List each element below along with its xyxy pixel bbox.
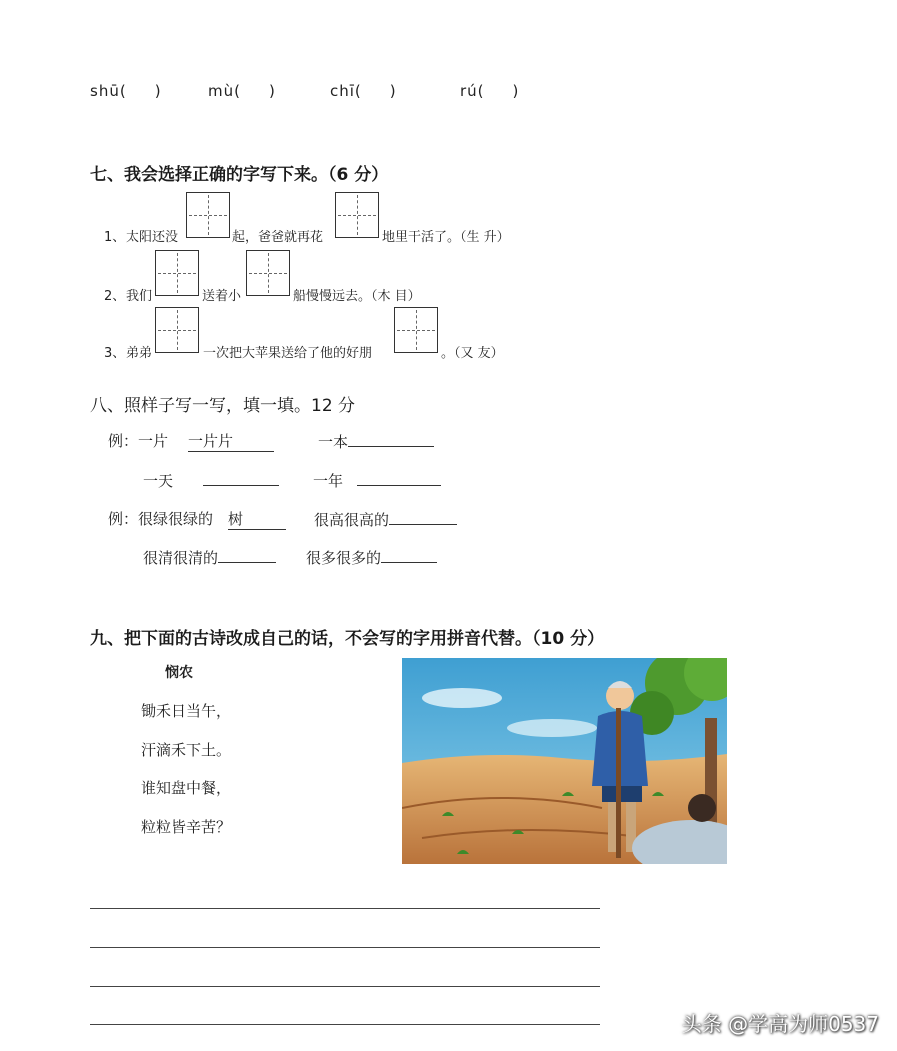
q7-3-text-b: 一次把大苹果送给了他的好朋 (203, 346, 373, 361)
item-yinian-label: 一年 (313, 472, 344, 490)
blank-yitian[interactable] (203, 469, 279, 486)
poem-title: 悯农 (165, 665, 193, 681)
q7-2-number: 2、 (104, 289, 126, 304)
item-yitian-label: 一天 (143, 472, 174, 490)
watermark: 头条 @学高为师0537 (681, 1012, 879, 1036)
q7-1-text-b: 起，爸爸就再花 (232, 230, 324, 245)
answer-line-3[interactable] (90, 986, 600, 987)
example1-answer (188, 430, 274, 452)
q7-3-text-a: 弟弟 (126, 346, 153, 361)
char-box-q2a[interactable] (155, 250, 199, 296)
item-duo-label: 很多很多的 (306, 549, 382, 567)
item-duo (306, 546, 437, 568)
item-gao-label: 很高很高的 (314, 511, 390, 529)
q7-1-text-a: 太阳还没 (126, 230, 179, 245)
item-gao (314, 508, 457, 530)
example2-label: 例：很绿很绿的 (108, 510, 214, 528)
pinyin-ru: rú( ) (460, 82, 520, 100)
q7-3-text-c: 。（又 友） (441, 346, 504, 361)
example1-answer-text: 一片片 (188, 430, 274, 452)
blank-duo[interactable] (381, 546, 437, 563)
pinyin-shu: shū( ) (90, 82, 162, 100)
blank-yiben[interactable] (348, 430, 434, 447)
char-box-q1b[interactable] (335, 192, 379, 238)
example2-answer (228, 508, 286, 530)
char-box-q2b[interactable] (246, 250, 290, 296)
section7-heading: 七、我会选择正确的字写下来。（6 分） (90, 165, 389, 185)
q7-2-text-b: 送着小 (202, 289, 242, 304)
example1-label: 例：一片 (108, 432, 169, 450)
q7-3-number: 3、 (104, 346, 126, 361)
char-box-q3b[interactable] (394, 307, 438, 353)
section8-heading: 八、照样子写一写，填一填。12 分 (90, 396, 356, 416)
answer-line-4[interactable] (90, 1024, 600, 1025)
blank-gao[interactable] (389, 508, 457, 525)
item-yinian (313, 469, 441, 491)
item-yiben (318, 430, 434, 452)
poem-line-3: 谁知盘中餐， (141, 779, 232, 797)
char-box-q3a[interactable] (155, 307, 199, 353)
poem-line-2: 汗滴禾下土。 (141, 741, 232, 759)
item-yiben-label: 一本 (318, 433, 349, 451)
farmer-illustration (402, 658, 727, 864)
section9-heading: 九、把下面的古诗改成自己的话，不会写的字用拼音代替。（10 分） (90, 629, 605, 649)
item-yitian (143, 469, 279, 491)
blank-yinian[interactable] (357, 469, 441, 486)
pinyin-mu: mù( ) (208, 82, 276, 100)
q7-1-text-c: 地里干活了。（生 升） (382, 230, 510, 245)
q7-1-number: 1、 (104, 230, 126, 245)
item-qing-label: 很清很清的 (143, 549, 219, 567)
blank-qing[interactable] (218, 546, 276, 563)
item-qing (143, 546, 276, 568)
answer-line-1[interactable] (90, 908, 600, 909)
poem-line-1: 锄禾日当午， (141, 702, 232, 720)
poem-line-4: 粒粒皆辛苦？ (141, 818, 232, 836)
q7-2-text-c: 船慢慢远去。（木 目） (293, 289, 421, 304)
char-box-q1a[interactable] (186, 192, 230, 238)
q7-2-text-a: 我们 (126, 289, 153, 304)
answer-line-2[interactable] (90, 947, 600, 948)
pinyin-chi: chī( ) (330, 82, 397, 100)
example2-answer-text: 树 (228, 508, 286, 530)
